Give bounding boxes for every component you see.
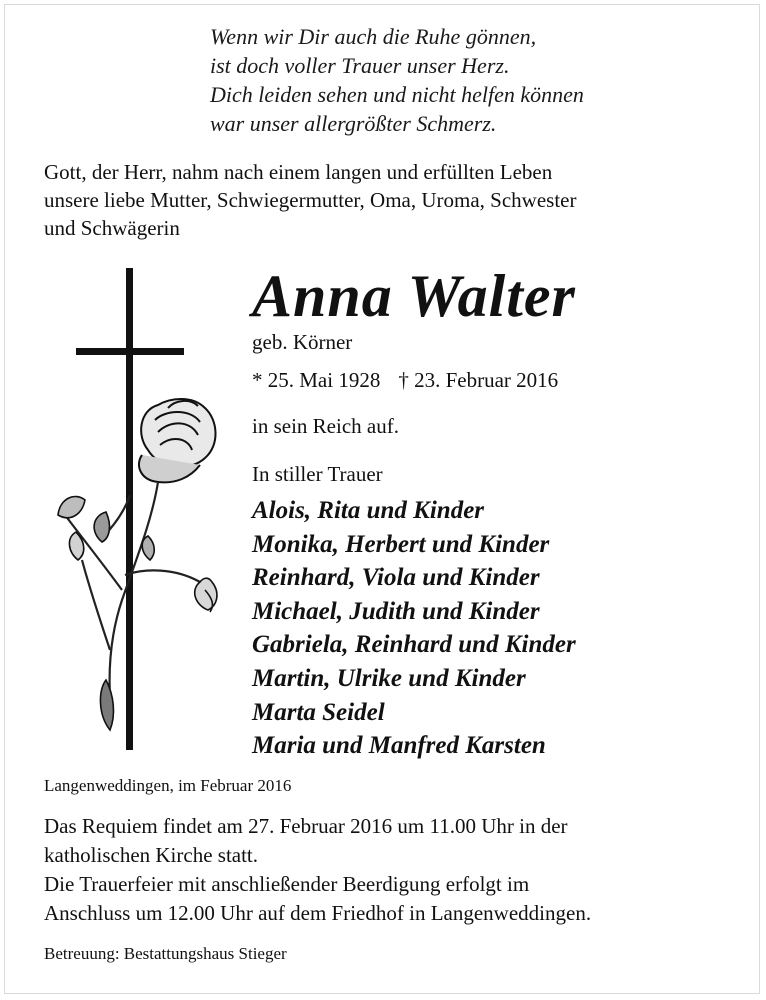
intro-line: unsere liebe Mutter, Schwiegermutter, Oma, Uroma, Schwester [44,188,577,212]
maiden-name: geb. Körner [252,330,353,354]
intro-line: und Schwägerin [44,216,180,240]
mourner: Marta Seidel [252,698,385,726]
poem-line: ist doch voller Trauer unser Herz. [210,53,510,78]
mourner: Maria und Manfred Karsten [252,732,546,760]
poem [210,22,584,138]
mourner: Gabriela, Reinhard und Kinder [252,631,576,659]
deceased-name: Anna Walter [252,263,576,329]
birth-date: * 25. Mai 1928 [252,368,381,392]
trauer-label: In stiller Trauer [252,462,383,486]
mourner: Alois, Rita und Kinder [252,497,485,524]
death-date: † 23. Februar 2016 [398,368,559,392]
requiem-line: katholischen Kirche statt. [44,843,259,867]
funeral-home: Betreuung: Bestattungshaus Stieger [44,944,287,963]
cross-with-rose-icon [40,260,240,760]
requiem-line: Anschluss um 12.00 Uhr auf dem Friedhof in Langenweddingen. [44,901,592,925]
poem-line: Dich leiden sehen und nicht helfen können [210,82,584,107]
place-date: Langenweddingen, im Februar 2016 [44,776,292,795]
mourner: Michael, Judith und Kinder [252,597,540,625]
requiem-text [44,812,591,928]
requiem-line: Die Trauerfeier mit anschließender Beerdigung erfolgt im [44,872,530,896]
intro-line: Gott, der Herr, nahm nach einem langen und erfüllten Leben [44,160,553,184]
mourner: Reinhard, Viola und Kinder [252,564,540,592]
poem-line: war unser allergrößter Schmerz. [210,111,497,136]
intro-text [44,158,734,242]
mourner: Monika, Herbert und Kinder [252,530,550,558]
mourners-list [252,494,576,763]
requiem-line: Das Requiem findet am 27. Februar 2016 um 11.00 Uhr in der [44,814,568,838]
poem-line: Wenn wir Dir auch die Ruhe gönnen, [210,24,537,49]
mourner: Martin, Ulrike und Kinder [252,664,526,692]
life-dates [252,368,558,393]
reich-text: in sein Reich auf. [252,414,399,438]
